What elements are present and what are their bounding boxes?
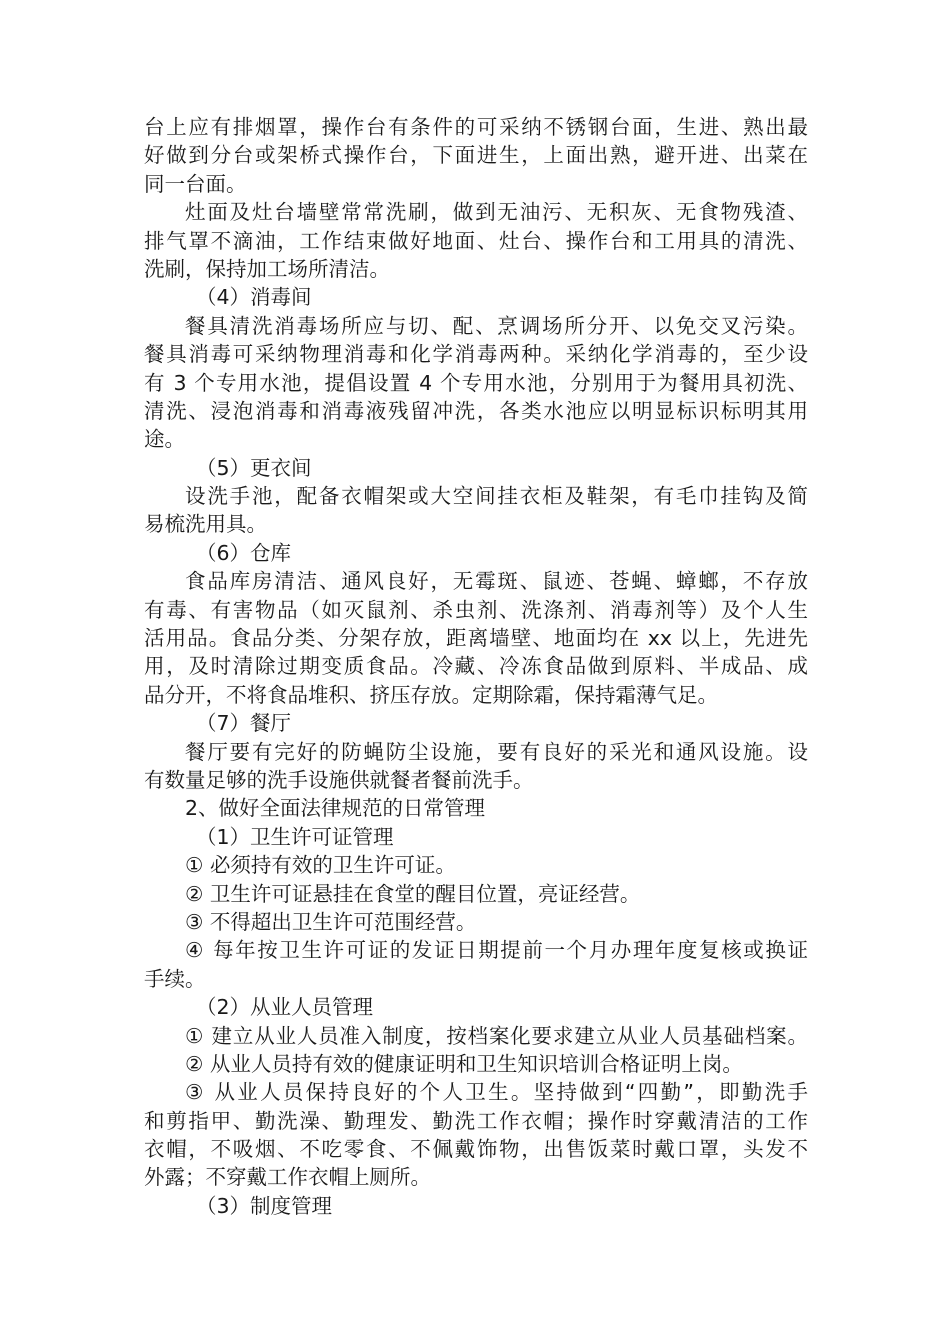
text-line: 途。 — [144, 427, 185, 452]
text-line: （4）消毒间 — [196, 285, 312, 310]
text-line: 活用品。食品分类、分架存放，距离墙壁、地面均在 xx 以上，先进先 — [144, 626, 808, 651]
text-line: ② 从业人员持有效的健康证明和卫生知识培训合格证明上岗。 — [185, 1051, 743, 1076]
text-line: 台上应有排烟罩，操作台有条件的可采纳不锈钢台面，生进、熟出最 — [144, 115, 808, 139]
text-line: （1）卫生许可证管理 — [196, 824, 394, 849]
text-line: 好做到分台或架桥式操作台，下面进生，上面出熟，避开进、出菜在 — [144, 143, 808, 168]
text-line: （6）仓库 — [196, 540, 292, 565]
text-line: （3）制度管理 — [196, 1193, 333, 1218]
document-body — [144, 113, 808, 1220]
text-line: 食品库房清洁、通风良好，无霉斑、鼠迹、苍蝇、蟑螂，不存放 — [185, 569, 808, 594]
text-line: 洗刷，保持加工场所清洁。 — [144, 256, 390, 281]
text-line: （2）从业人员管理 — [196, 995, 374, 1020]
text-line: （7）餐厅 — [196, 711, 292, 736]
text-line: 餐具清洗消毒场所应与切、配、烹调场所分开、以免交叉污染。 — [185, 313, 808, 338]
text-line: 用，及时清除过期变质食品。冷藏、冷冻食品做到原料、半成品、成 — [144, 654, 808, 679]
text-line: 衣帽，不吸烟、不吃零食、不佩戴饰物，出售饭菜时戴口罩，头发不 — [144, 1137, 808, 1162]
text-line: 餐厅要有完好的防蝇防尘设施，要有良好的采光和通风设施。设 — [185, 739, 808, 764]
text-line: ③ 不得超出卫生许可范围经营。 — [185, 909, 477, 934]
text-line: 灶面及灶台墙壁常常洗刷，做到无油污、无积灰、无食物残渣、 — [185, 200, 808, 225]
text-line: 易梳洗用具。 — [144, 512, 267, 537]
text-line: 品分开，不将食品堆积、挤压存放。定期除霜，保持霜薄气足。 — [144, 682, 718, 707]
text-lines — [144, 113, 808, 1220]
text-line: 有毒、有害物品（如灭鼠剂、杀虫剂、洗涤剂、消毒剂等）及个人生 — [144, 597, 808, 622]
text-line: 设洗手池，配备衣帽架或大空间挂衣柜及鞋架，有毛巾挂钩及简 — [185, 484, 808, 509]
text-line: ① 建立从业人员准入制度，按档案化要求建立从业人员基础档案。 — [185, 1023, 808, 1048]
text-line: 排气罩不滴油，工作结束做好地面、灶台、操作台和工用具的清洗、 — [144, 228, 808, 253]
text-line: ① 必须持有效的卫生许可证。 — [185, 853, 456, 878]
text-line: 餐具消毒可采纳物理消毒和化学消毒两种。采纳化学消毒的，至少设 — [144, 342, 808, 367]
text-line: ③ 从业人员保持良好的个人卫生。坚持做到“四勤”，即勤洗手 — [185, 1080, 808, 1105]
text-line: ④ 每年按卫生许可证的发证日期提前一个月办理年度复核或换证 — [185, 938, 808, 963]
text-line: 外露；不穿戴工作衣帽上厕所。 — [144, 1165, 431, 1190]
text-line: 有 3 个专用水池，提倡设置 4 个专用水池，分别用于为餐用具初洗、 — [144, 370, 808, 395]
text-line: 手续。 — [144, 966, 206, 991]
text-line: 有数量足够的洗手设施供就餐者餐前洗手。 — [144, 767, 534, 792]
text-line: 同一台面。 — [144, 171, 247, 196]
text-line: 和剪指甲、勤洗澡、勤理发、勤洗工作衣帽；操作时穿戴清洁的工作 — [144, 1108, 808, 1133]
text-line: 清洗、浸泡消毒和消毒液残留冲洗，各类水池应以明显标识标明其用 — [144, 398, 808, 423]
text-line: 2、做好全面法律规范的日常管理 — [185, 796, 486, 821]
text-line: （5）更衣间 — [196, 455, 312, 480]
text-line: ② 卫生许可证悬挂在食堂的醒目位置，亮证经营。 — [185, 881, 641, 906]
